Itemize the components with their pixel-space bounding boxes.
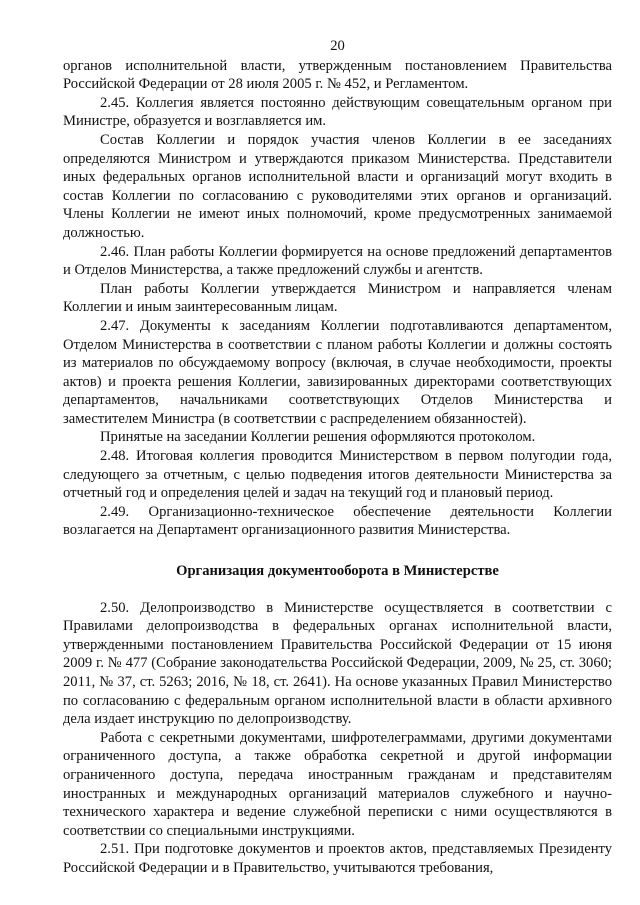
paragraph-continuation: органов исполнительной власти, утвержденным постановлением Правительства Российской Федерации от 28 июля 2005 г. № 452, и Регламентом.	[63, 57, 612, 93]
page-number: 20	[330, 38, 345, 54]
paragraph-2-49: 2.49. Организационно-техническое обеспечение деятельности Коллегии возлагается на Департамент организационного развития Министерства.	[63, 503, 612, 539]
paragraph-work-plan: План работы Коллегии утверждается Министром и направляется членам Коллегии и иным заинтересованным лицам.	[63, 280, 612, 316]
paragraphs-after-heading	[63, 599, 612, 878]
paragraphs-before-heading	[63, 57, 612, 540]
paragraph-2-46: 2.46. План работы Коллегии формируется на основе предложений департаментов и Отделов Министерства, а также предложений службы и агентств.	[63, 243, 612, 279]
paragraph-protocol: Принятые на заседании Коллегии решения оформляются протоколом.	[100, 429, 536, 446]
paragraph-2-50: 2.50. Делопроизводство в Министерстве осуществляется в соответствии с Правилами делопроизводства в федеральных органах исполнительной власти, утвержденными постановлением Правительства Российской Федерации от 15 июня 2009 г. № 477 (Собрание законодательства Российской Федерации, 2009, № 25, ст. 3060; 2011, № 37, ст. 5263; 2016, № 18, ст. 2641). На основе указанных Правил Министерство по согласованию с федеральным органом исполнительной власти в области архивного дела издает инструкцию по делопроизводству.	[63, 599, 612, 728]
paragraph-2-47: 2.47. Документы к заседаниям Коллегии подготавливаются департаментом, Отделом Министерства в соответствии с планом работы Коллегии и должны состоять из материалов по обсуждаемому вопросу (включая, в случае необходимости, проекты актов) и проекта решения Коллегии, завизированных директорами соответствующих департаментов, начальниками соответствующих Отделов Министерства и заместителем Министра (в соответствии с распределением обязанностей).	[63, 317, 612, 427]
paragraph-secret-documents: Работа с секретными документами, шифротелеграммами, другими документами ограниченного доступа, а также обработка секретной и другой информации ограниченного доступа, передача иностранным гражданам и представителям иностранных и международных организаций материалов служебного и научно-технического характера и ведение служебной переписки с ними осуществляются в соответствии со специальными инструкциями.	[63, 729, 612, 839]
document-page	[63, 37, 612, 878]
paragraph-2-48: 2.48. Итоговая коллегия проводится Министерством в первом полугодии года, следующего за отчетным, с целью подведения итогов деятельности Министерства за отчетный год и определения целей и задач на текущий год и плановый период.	[63, 448, 612, 502]
paragraph-collegium-composition: Состав Коллегии и порядок участия членов Коллегии в ее заседаниях определяются Министром и утверждаются приказом Министерства. Представители иных федеральных органов исполнительной власти и организаций могут входить в состав Коллегии по согласованию с руководителями этих органов и организаций. Члены Коллегии не имеют иных полномочий, кроме предусмотренных занимаемой должностью.	[63, 131, 612, 241]
section-heading: Организация документооборота в Министерстве	[176, 563, 499, 580]
paragraph-2-51: 2.51. При подготовке документов и проектов актов, представляемых Президенту Российской Федерации и в Правительство, учитываются требования,	[63, 841, 612, 876]
paragraph-2-45: 2.45. Коллегия является постоянно действующим совещательным органом при Министре, образуется и возглавляется им.	[63, 94, 612, 130]
